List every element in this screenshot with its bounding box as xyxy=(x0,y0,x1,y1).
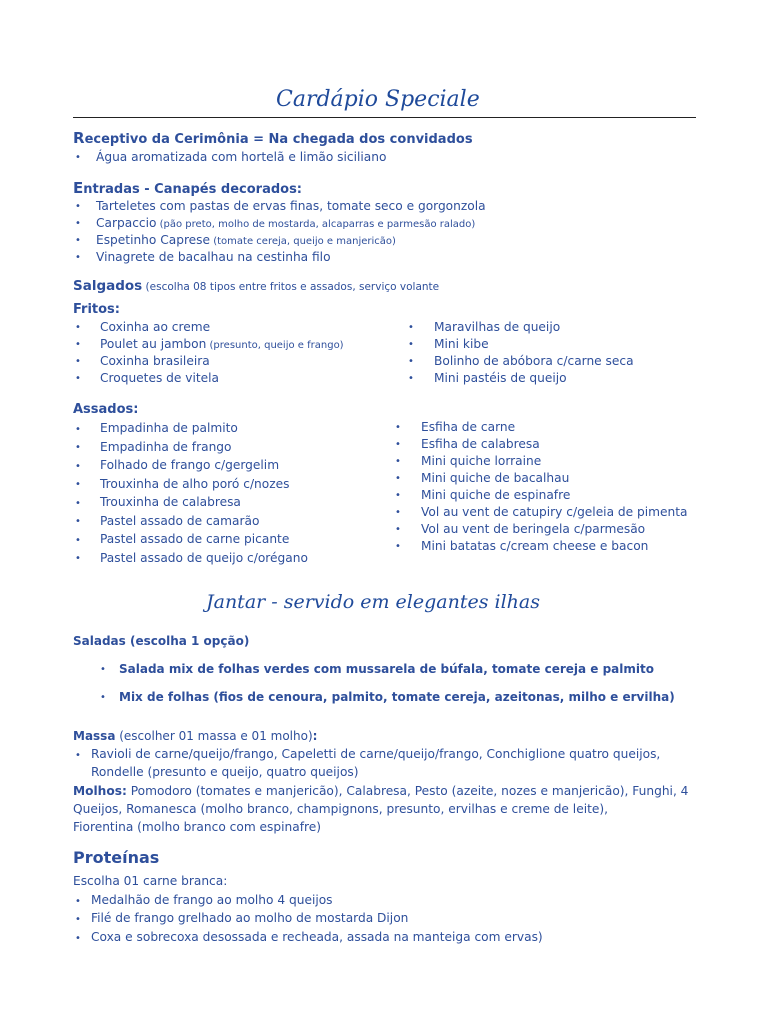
list-item: Mini kibe xyxy=(434,337,489,351)
molhos-line: Queijos, Romanesca (molho branco, champignons, presunto, ervilhas e creme de leite), xyxy=(73,802,608,816)
molhos-line: Molhos: Pomodoro (tomates e manjericão), Calabresa, Pesto (azeite, nozes e manjericão), Funghi, 4 xyxy=(73,784,689,798)
bullet-icon: • xyxy=(408,322,414,333)
saladas-heading: Saladas (escolha 1 opção) xyxy=(73,634,250,648)
bullet-icon: • xyxy=(75,933,81,944)
fritos-heading: Fritos: xyxy=(73,302,120,317)
title-divider xyxy=(73,117,696,118)
list-item: Bolinho de abóbora c/carne seca xyxy=(434,354,634,368)
bullet-icon: • xyxy=(75,442,81,453)
bullet-icon: • xyxy=(75,152,81,163)
list-item: Tarteletes com pastas de ervas finas, tomate seco e gorgonzola xyxy=(96,199,486,213)
page-title: Cardápio Speciale xyxy=(276,87,480,112)
list-item: Vol au vent de catupiry c/geleia de pimenta xyxy=(421,505,688,519)
list-item: Carpaccio (pão preto, molho de mostarda, alcaparras e parmesão ralado) xyxy=(96,216,476,230)
bullet-icon: • xyxy=(75,516,81,527)
list-item: Ravioli de carne/queijo/frango, Capeletti de carne/queijo/frango, Conchiglione quatro queijos, xyxy=(91,747,661,761)
bullet-icon: • xyxy=(75,373,81,384)
assados-heading: Assados: xyxy=(73,402,139,417)
bullet-icon: • xyxy=(75,750,81,761)
bullet-icon: • xyxy=(75,339,81,350)
bullet-icon: • xyxy=(408,339,414,350)
bullet-icon: • xyxy=(395,473,401,484)
bullet-icon: • xyxy=(100,692,106,703)
list-item: Croquetes de vitela xyxy=(100,371,220,385)
bullet-icon: • xyxy=(75,218,81,229)
receptivo-heading: Receptivo da Cerimônia = Na chegada dos convidados xyxy=(73,129,473,147)
list-item: Trouxinha de calabresa xyxy=(100,495,241,509)
bullet-icon: • xyxy=(75,322,81,333)
list-item: Espetinho Caprese (tomate cereja, queijo e manjericão) xyxy=(96,233,396,247)
list-item: Mini quiche de bacalhau xyxy=(421,471,570,485)
list-item: Mini pastéis de queijo xyxy=(434,371,567,385)
massa-heading: Massa (escolher 01 massa e 01 molho): xyxy=(73,729,318,743)
list-item: Mix de folhas (fios de cenoura, palmito, tomate cereja, azeitonas, milho e ervilha) xyxy=(119,690,675,704)
bullet-icon: • xyxy=(395,541,401,552)
salgados-heading: Salgados (escolha 08 tipos entre fritos e assados, serviço volante xyxy=(73,278,440,294)
list-item: Filé de frango grelhado ao molho de mostarda Dijon xyxy=(91,911,409,925)
list-item: Pastel assado de queijo c/orégano xyxy=(100,551,308,565)
list-item: Vinagrete de bacalhau na cestinha filo xyxy=(96,250,331,264)
list-item: Coxa e sobrecoxa desossada e recheada, assada na manteiga com ervas) xyxy=(91,930,543,944)
bullet-icon: • xyxy=(75,479,81,490)
bullet-icon: • xyxy=(75,498,81,509)
bullet-icon: • xyxy=(100,664,106,675)
bullet-icon: • xyxy=(75,235,81,246)
list-item: Trouxinha de alho poró c/nozes xyxy=(100,477,290,491)
bullet-icon: • xyxy=(395,524,401,535)
list-item: Vol au vent de beringela c/parmesão xyxy=(421,522,646,536)
list-item: Empadinha de palmito xyxy=(100,421,238,435)
proteinas-subheading: Escolha 01 carne branca: xyxy=(73,874,228,888)
list-item: Pastel assado de camarão xyxy=(100,514,260,528)
list-item: Salada mix de folhas verdes com mussarela de búfala, tomate cereja e palmito xyxy=(119,662,654,676)
list-item: Poulet au jambon (presunto, queijo e frango) xyxy=(100,337,344,351)
bullet-icon: • xyxy=(75,461,81,472)
list-item: Água aromatizada com hortelã e limão siciliano xyxy=(96,150,387,164)
bullet-icon: • xyxy=(395,456,401,467)
jantar-title: Jantar - servido em elegantes ilhas xyxy=(206,591,540,613)
proteinas-heading: Proteínas xyxy=(73,848,160,867)
bullet-icon: • xyxy=(75,896,81,907)
bullet-icon: • xyxy=(75,356,81,367)
bullet-icon: • xyxy=(395,439,401,450)
entradas-heading: Entradas - Canapés decorados: xyxy=(73,179,303,197)
bullet-icon: • xyxy=(75,535,81,546)
list-item: Esfiha de calabresa xyxy=(421,437,540,451)
molhos-line: Fiorentina (molho branco com espinafre) xyxy=(73,820,322,834)
list-item: Mini batatas c/cream cheese e bacon xyxy=(421,539,649,553)
bullet-icon: • xyxy=(408,373,414,384)
bullet-icon: • xyxy=(75,424,81,435)
list-item: Folhado de frango c/gergelim xyxy=(100,458,280,472)
list-item: Medalhão de frango ao molho 4 queijos xyxy=(91,893,333,907)
bullet-icon: • xyxy=(75,201,81,212)
list-item: Coxinha ao creme xyxy=(100,320,211,334)
bullet-icon: • xyxy=(75,553,81,564)
bullet-icon: • xyxy=(395,507,401,518)
list-item: Pastel assado de carne picante xyxy=(100,532,290,546)
list-item: Maravilhas de queijo xyxy=(434,320,561,334)
bullet-icon: • xyxy=(75,252,81,263)
bullet-icon: • xyxy=(75,914,81,925)
list-item: Coxinha brasileira xyxy=(100,354,210,368)
list-item: Mini quiche de espinafre xyxy=(421,488,571,502)
list-item: Esfiha de carne xyxy=(421,420,516,434)
bullet-icon: • xyxy=(408,356,414,367)
list-item: Mini quiche lorraine xyxy=(421,454,542,468)
list-item-continuation: Rondelle (presunto e queijo, quatro queijos) xyxy=(91,765,359,779)
list-item: Empadinha de frango xyxy=(100,440,232,454)
bullet-icon: • xyxy=(395,422,401,433)
bullet-icon: • xyxy=(395,490,401,501)
